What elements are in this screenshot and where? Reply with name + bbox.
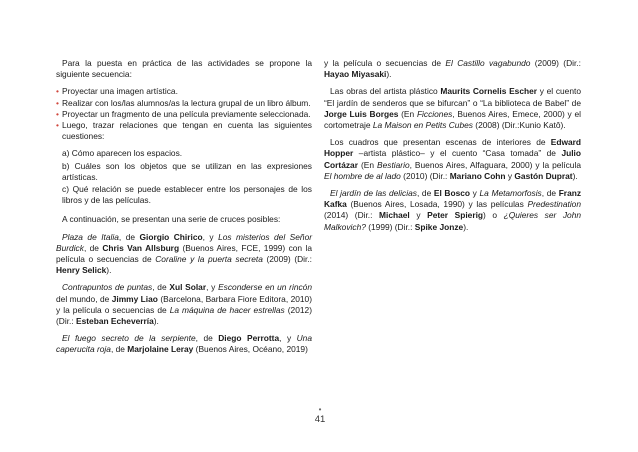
page-number: 41 <box>314 414 326 425</box>
question-item: a) Cómo aparecen los espacios. <box>62 148 183 159</box>
intro-paragraph: Para la puesta en práctica de las actividades se propone la siguiente secuencia: <box>56 58 312 80</box>
list-item: • Luego, trazar relaciones que tengan en cuenta las siguientes cuestiones: <box>56 120 312 142</box>
cruce-paragraph-chirico: Plaza de Italia, de Giorgio Chirico, y Los misterios del Señor Burdick, de Chris Van Allsburg (Buenos Aires, FCE, 1999) con la película o secuencias de Coraline y la puerta secreta (2009) (Dir.: Henry Selick). <box>56 231 313 276</box>
cruce-paragraph-hopper: Los cuadros que presentan escenas de interiores de Edward Hopper –artista plástico– y el cuento “Casa tomada” de Julio Cortázar (En Bestiario, Buenos Aires, Alfaguara, 2000) y la película El hombre de al lado (2010) (Dir.: Mariano Cohn y Gastón Duprat). <box>324 137 581 181</box>
list-item: • Proyectar un fragmento de una película previamente seleccionada. <box>56 109 312 120</box>
cruce-paragraph-continued: y la película o secuencias de El Castillo vagabundo (2009) (Dir.: Hayao Miyasaki). <box>324 58 581 80</box>
footer-dot-icon: • <box>318 405 322 414</box>
question-list <box>56 148 312 206</box>
left-column <box>56 58 312 362</box>
right-column <box>324 58 581 239</box>
question-item: b) Cuáles son los objetos que se utilizan en las expresiones artísticas. <box>62 160 312 182</box>
cruce-paragraph-escher: Las obras del artista plástico Maurits Cornelis Escher y el cuento “El jardín de senderos que se bifurcan” o “La biblioteca de Babel” de Jorge Luis Borges (En Ficciones, Buenos Aires, Emece, 2000) y el cortometraje La Maison en Petits Cubes (2008) (Dir.:Kunio Katô). <box>324 86 582 131</box>
activity-list <box>56 86 312 142</box>
cruce-paragraph-perrotta: El fuego secreto de la serpiente, de Diego Perrotta, y Una caperucita roja, de Marjolaine Leray (Buenos Aires, Océano, 2019) <box>56 333 312 355</box>
list-item: • Proyectar una imagen artística. <box>56 86 312 97</box>
cruce-paragraph-bosco: El jardín de las delicias, de El Bosco y La Metamorfosis, de Franz Kafka (Buenos Aires, Losada, 1990) y las películas Predestination (2014) (Dir.: Michael y Peter Spierig) o ¿Quieres ser John Malkovich? (1999) (Dir.: Spike Jonze). <box>324 188 582 232</box>
cruce-paragraph-xul-solar: Contrapuntos de puntas, de Xul Solar, y Esconderse en un rincón del mundo, de Jimmy Liao (Barcelona, Barbara Fiore Editora, 2010) y la película o secuencias de La máquina de hacer estrellas (2012) (Dir.: Esteban Echeverría). <box>56 282 312 327</box>
page-footer <box>300 406 340 426</box>
cruces-intro: A continuación, se presentan una serie de cruces posibles: <box>62 214 281 225</box>
list-item: • Realizar con los/las alumnos/as la lectura grupal de un libro álbum. <box>56 98 312 109</box>
question-item: c) Qué relación se puede establecer entre los personajes de los libros y de las películas. <box>62 184 312 206</box>
